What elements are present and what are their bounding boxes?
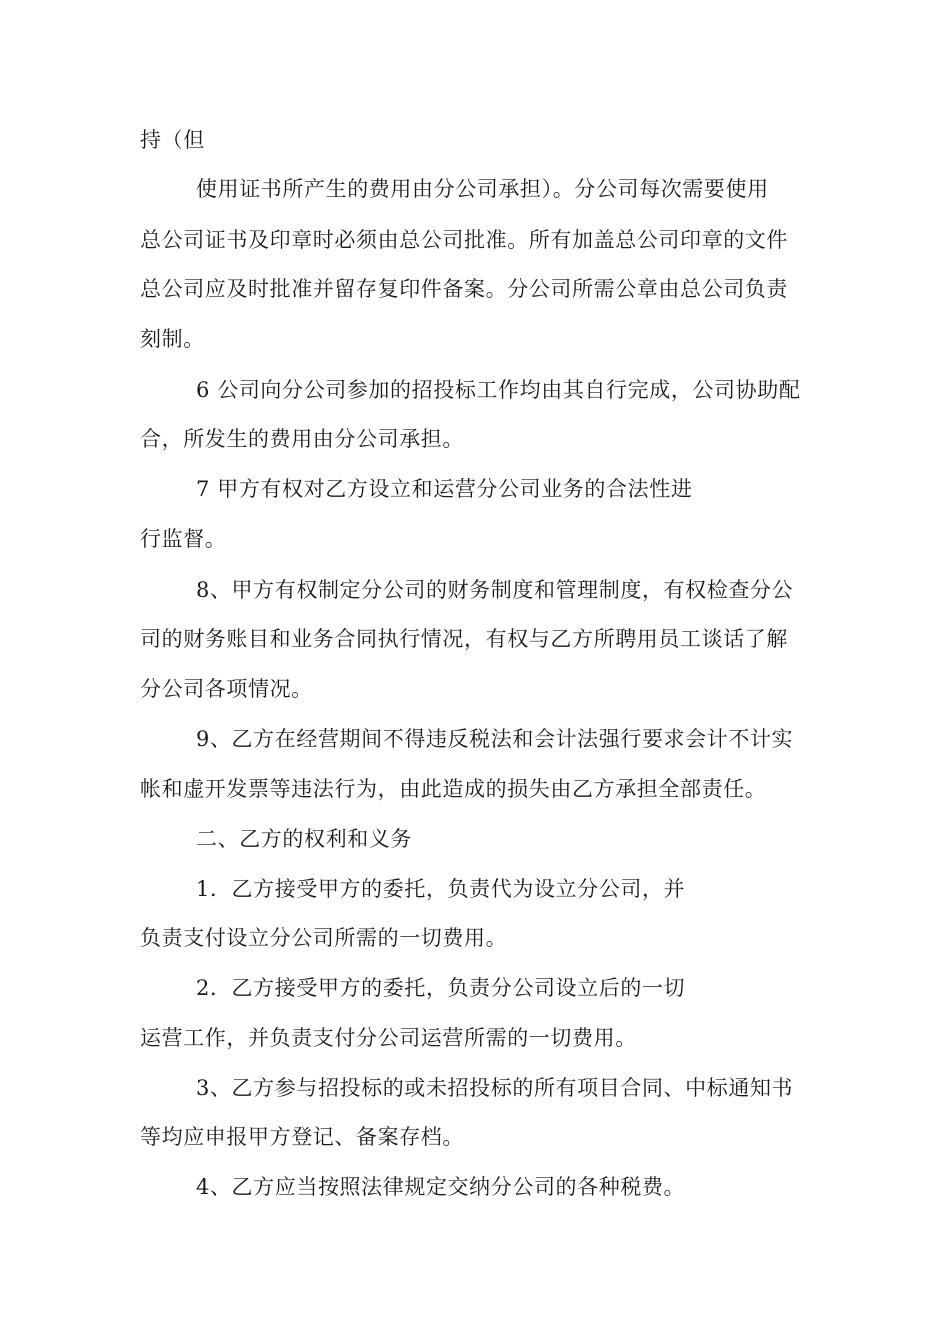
text-line: 4、乙方应当按照法律规定交纳分公司的各种税费。 bbox=[196, 1175, 686, 1199]
text-line: 行监督。 bbox=[140, 527, 227, 551]
text-line: 6 公司向分公司参加的招投标工作均由其自行完成，公司协助配 bbox=[196, 378, 801, 402]
text-line: 1．乙方接受甲方的委托，负责代为设立分公司，并 bbox=[196, 877, 686, 901]
text-line: 分公司各项情况。 bbox=[140, 677, 313, 701]
text-line: 帐和虚开发票等违法行为，由此造成的损失由乙方承担全部责任。 bbox=[140, 777, 767, 801]
text-line: 使用证书所产生的费用由分公司承担）。分公司每次需要使用 bbox=[196, 177, 769, 201]
text-line: 7 甲方有权对乙方设立和运营分公司业务的合法性进 bbox=[196, 477, 693, 501]
text-line: 总公司证书及印章时必须由总公司批准。所有加盖总公司印章的文件 bbox=[140, 228, 788, 252]
text-line: 持（但 bbox=[140, 128, 205, 152]
text-line: 3、乙方参与招投标的或未招投标的所有项目合同、中标通知书 bbox=[196, 1076, 794, 1100]
text-line: 刻制。 bbox=[140, 327, 205, 351]
text-line: 8、甲方有权制定分公司的财务制度和管理制度，有权检查分公 bbox=[196, 578, 794, 602]
text-line: 司的财务账目和业务合同执行情况，有权与乙方所聘用员工谈话了解 bbox=[140, 627, 788, 651]
text-line: 9、乙方在经营期间不得违反税法和会计法强行要求会计不计实 bbox=[196, 727, 794, 751]
text-line: 运营工作，并负责支付分公司运营所需的一切费用。 bbox=[140, 1026, 637, 1050]
text-line: 总公司应及时批准并留存复印件备案。分公司所需公章由总公司负责 bbox=[140, 277, 788, 301]
text-line: 等均应申报甲方登记、备案存档。 bbox=[140, 1125, 464, 1149]
text-line: 2．乙方接受甲方的委托，负责分公司设立后的一切 bbox=[196, 976, 686, 1000]
text-line: 负责支付设立分公司所需的一切费用。 bbox=[140, 926, 508, 950]
text-line: 合，所发生的费用由分公司承担。 bbox=[140, 427, 464, 451]
text-line: 二、乙方的权利和义务 bbox=[196, 827, 412, 851]
